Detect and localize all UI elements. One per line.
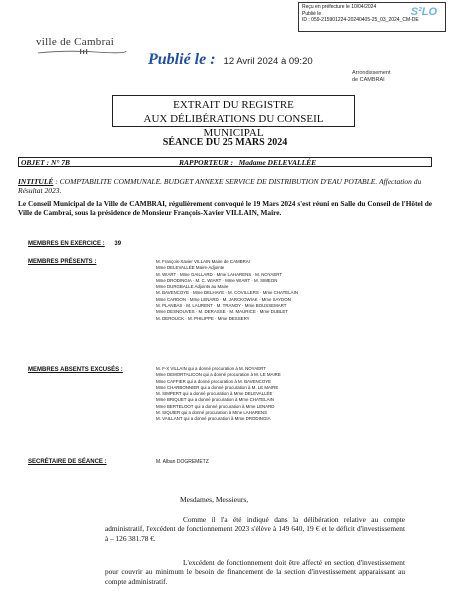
list-item: Mme BERTELOOT qui a donné procuration à Mme LENARD <box>156 403 275 409</box>
publie-label: Publié le : <box>148 51 216 68</box>
intitule <box>18 177 432 195</box>
membres-presents-list <box>156 259 298 322</box>
membres-absents-list <box>156 366 281 423</box>
list-item: M. WIART · Mme GAILLARD · Mme LAHARENS · M. NOYAERT <box>156 271 283 277</box>
list-item: M. VAILLANT qui a donné procuration à Mme DRODINGIA <box>156 416 271 422</box>
rapporteur-name: Madame DELEVALLÉE <box>238 158 317 167</box>
list-item: M. SIQUIER qui a donné procuration à Mme LAHARENS <box>156 410 268 416</box>
list-item: Mme BRIQUET qui a donné procuration à Mme CHATELAIN <box>156 397 274 403</box>
list-item: Mme CHARBONNIER qui a donné procuration à M. LE MAIRE <box>156 384 279 390</box>
list-item: M. François-Xavier VILLAIN Maire de CAMBRAI <box>156 259 250 264</box>
intro-paragraph: Le Conseil Municipal de la Ville de CAMBRAI, régulièrement convoqué le 19 Mars 2024 s'est réuni en Salle du Conseil de l'Hôtel de Ville de Cambrai, sous la présidence de Monsieur François-Xavier VILLAIN, Maire. <box>18 199 432 217</box>
intitule-text: : COMPTABILITE COMMUNALE. BUDGET ANNEXE SERVICE DE DISTRIBUTION D'EAU POTABLE. Affectation du Résultat 2023. <box>18 177 422 195</box>
secretaire-label <box>28 459 107 465</box>
stamp-id-line: ID : 059-215901224-20240405-25_03_2024_CM-DE <box>302 17 419 23</box>
list-item: Mme DURGBALLE Adjoints au Maire <box>156 284 229 290</box>
membres-exercice-label: MEMBRES EN EXERCICE : <box>28 241 105 247</box>
list-item: Mme DRODINGIA · M. C. WIART · Mme WIART · M. SIMEON <box>156 277 278 283</box>
arrondissement-line2: de CAMBRAI <box>352 77 385 83</box>
list-item: Mme CARDON · Mme LENARD · M. JARCKOWIAK · Mme SAYDON <box>156 296 291 302</box>
salutation: Mesdames, Messieurs, <box>180 495 249 504</box>
list-item: Mme DELEVALLÉE Maire-Adjointe <box>156 265 225 271</box>
arrondissement <box>352 70 391 84</box>
seance-date: SÉANCE DU 25 MARS 2024 <box>162 137 288 148</box>
list-item: Mme DESNOUVES · M. DERASSE · M. MAURICE · Mme DUBLET <box>156 309 288 315</box>
list-item: M. PLANBAS · M. LAURENT · M. TRANOY · Mme BOUSSEMART <box>156 303 287 309</box>
publie-date: 12 Avril 2024 à 09:20 <box>223 56 313 67</box>
list-item: Mme DEMORTALICON qui a donné procuration à M. LE MAIRE <box>156 372 281 378</box>
prefecture-stamp <box>298 2 446 32</box>
secretaire-value: M. Alban DOGREMETZ <box>156 459 209 465</box>
list-item: M. BAVENCOYE · Mme DELHAYE · M. COVILLERS · Mme CHATELAIN <box>156 290 298 296</box>
membres-exercice-value: 39 <box>114 241 122 247</box>
document-title <box>112 95 355 139</box>
arrondissement-line1: Arrondissement <box>352 70 391 76</box>
membres-presents-label <box>28 259 96 265</box>
paragraph-1: Comme il l'a été indiqué dans la délibération relative au compte administratif, l'excédent de fonctionnement 2023 s'élève à 149 640, 19 € et le déficit d'investissement à – 126 381.78 €. <box>105 515 405 543</box>
objet-label: OBJET : N° 7B <box>21 158 71 167</box>
paragraph-2: L'excédent de fonctionnement doit être affecté en section d'investissement pour couvrir au minimum le besoin de financement de la section d'investissement apparaissant au compte administratif. <box>105 558 405 586</box>
list-item: M. F-X VILLAIN qui a donné procuration à M. NOYAERT <box>156 366 266 371</box>
membres-presents-label-text: MEMBRES PRÉSENTS : <box>28 259 97 265</box>
title-line1: EXTRAIT DU REGISTRE <box>173 99 294 111</box>
city-logo-text: ville de Cambrai <box>36 36 115 48</box>
membres-absents-label-text: MEMBRES ABSENTS EXCUSÉS : <box>28 367 123 373</box>
membres-exercice <box>28 241 121 247</box>
list-item: Mme CAFFIER qui a donné procuration à M. BAVENCOYE <box>156 378 272 384</box>
list-item: M. SIMPERT qui a donné procuration à Mme DELEVALLÉE <box>156 391 273 397</box>
intitule-label: INTITULÉ <box>18 177 54 186</box>
city-logo-swash-icon <box>36 49 128 55</box>
secretaire-label-text: SECRÉTAIRE DE SÉANCE : <box>28 459 107 465</box>
list-item: M. DEROUCK · M. PHILIPPE · Mme DESSERY <box>156 315 250 321</box>
rapporteur-label: RAPPORTEUR : <box>179 158 233 167</box>
title-line2: AUX DÉLIBÉRATIONS DU CONSEIL MUNICIPAL <box>143 113 324 139</box>
stamp-published-line: Publié le <box>302 10 322 17</box>
stamp-received-line: Reçu en préfecture le 10/04/2024 <box>302 4 377 10</box>
rapporteur <box>179 158 316 168</box>
publication-banner <box>148 51 313 69</box>
s2lo-logo-icon: S²LO <box>410 6 437 18</box>
objet-row <box>18 157 432 167</box>
city-logo <box>36 36 114 48</box>
membres-absents-label <box>28 367 123 373</box>
